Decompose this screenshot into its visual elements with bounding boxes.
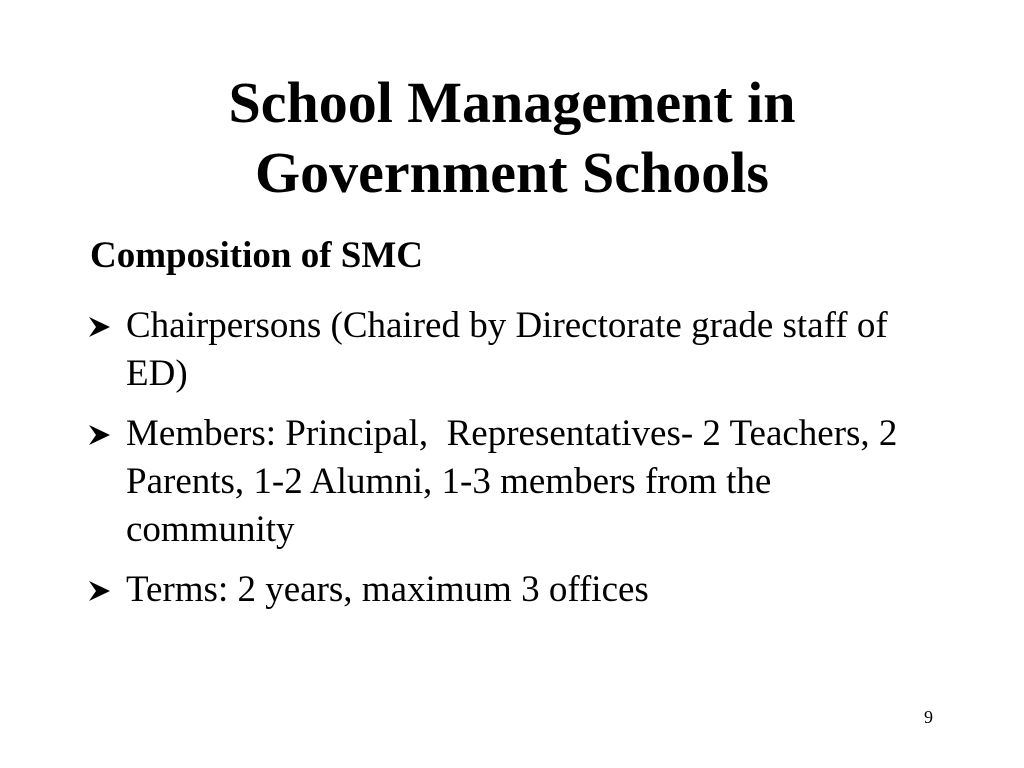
arrowhead-bullet-icon [88, 316, 118, 338]
arrowhead-bullet-icon [88, 424, 118, 446]
bullet-text: Chairpersons (Chaired by Directorate grade staff of ED) [126, 305, 897, 394]
bullet-list [88, 302, 948, 626]
bullet-item [88, 302, 948, 398]
section-subheading: Composition of SMC [90, 235, 424, 276]
arrowhead-bullet-icon [88, 580, 118, 602]
slide-title-line-1: School Management in [228, 70, 796, 135]
bullet-text: Members: Principal, Representatives- 2 Teachers, 2 Parents, 1-2 Alumni, 1-3 members from the community [126, 413, 907, 550]
bullet-item [88, 410, 948, 554]
bullet-item [88, 566, 948, 614]
slide-title-line-2: Government Schools [255, 140, 769, 205]
page-number: 9 [924, 707, 933, 727]
bullet-text: Terms: 2 years, maximum 3 offices [126, 569, 649, 610]
slide-title [60, 68, 964, 208]
